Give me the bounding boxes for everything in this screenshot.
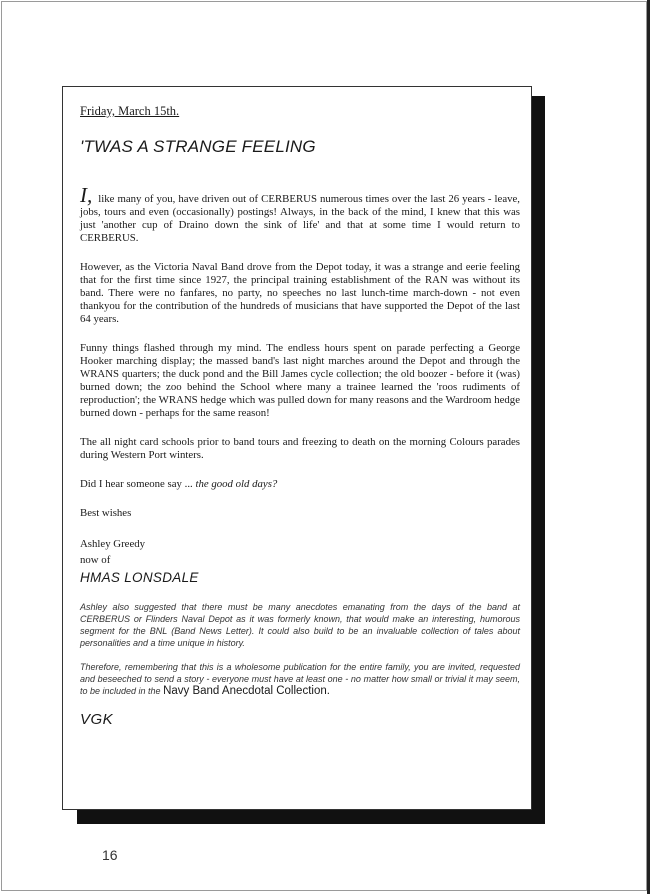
paragraph-5-quote: the good old days? (195, 478, 278, 490)
editor-initials: VGK (80, 711, 114, 728)
signature-block (80, 536, 520, 568)
signer-now-of: now of (80, 554, 111, 566)
editor-note-2-lead: Therefore, remembering that this is a wholesome publication for the entire family, you are invited, requested and beseeched to send a story - everyone must have at least one - no matter how small or trivial it may seem, to be included in the (80, 662, 520, 696)
paragraph-1 (80, 183, 520, 245)
paragraph-3: Funny things flashed through my mind. The endless hours spent on parade perfecting a George Hooker marching display; the massed band's last night marches around the Depot and through the WRANS quarters; the duck pond and the Bill James cycle collection; the old boozer - before it (was) burned down; the zoo behind the School where many a trainee learned the 'roos rudiments of reproduction'; the WRANS hedge which was pulled down for many reasons and the Wardroom hedge burned down - perhaps for the same reason! (80, 342, 520, 419)
paragraph-4: The all night card schools prior to band tours and freezing to death on the morning Colours parades during Western Port winters. (80, 436, 520, 461)
signer-ship: HMAS LONSDALE (80, 570, 199, 585)
closing-line: Best wishes (80, 507, 132, 519)
article-content (80, 104, 520, 728)
paragraph-5 (80, 478, 520, 491)
article-date: Friday, March 15th. (80, 104, 180, 118)
editor-note-1: Ashley also suggested that there must be many anecdotes emanating from the days of the band at CERBERUS or Flinders Naval Depot as it was formerly known, that would make an interesting, humorous segment for the BNL (Band News Letter). It could also build to be an invaluable collection of tales about personalities and a time unique in history. (80, 602, 520, 648)
editor-note-2 (80, 661, 520, 697)
article-title: 'TWAS A STRANGE FEELING (80, 137, 316, 156)
paragraph-2: However, as the Victoria Naval Band drove from the Depot today, it was a strange and eerie feeling that for the first time since 1927, the principal training establishment of the RAN was without its band. There were no fanfares, no party, no speeches no last lunch-time march-down - not even thankyou for the contribution of the hundreds of musicians that have supported the Depot of the last 64 years. (80, 261, 520, 325)
page-number: 16 (102, 847, 118, 863)
paragraph-5-lead: Did I hear someone say ... (80, 478, 193, 490)
article-card (62, 86, 532, 810)
signer-name: Ashley Greedy (80, 538, 146, 550)
drop-cap: I, (80, 183, 93, 207)
collection-name: Navy Band Anecdotal Collection. (163, 685, 330, 697)
paragraph-1-text: like many of you, have driven out of CERBERUS numerous times over the last 26 years - leave, jobs, tours and even (occasionally) postings! Always, in the back of the mind, I knew that this was just 'another cup of Draino down the sink of life' and that at some time I would return to CERBERUS. (80, 193, 520, 244)
